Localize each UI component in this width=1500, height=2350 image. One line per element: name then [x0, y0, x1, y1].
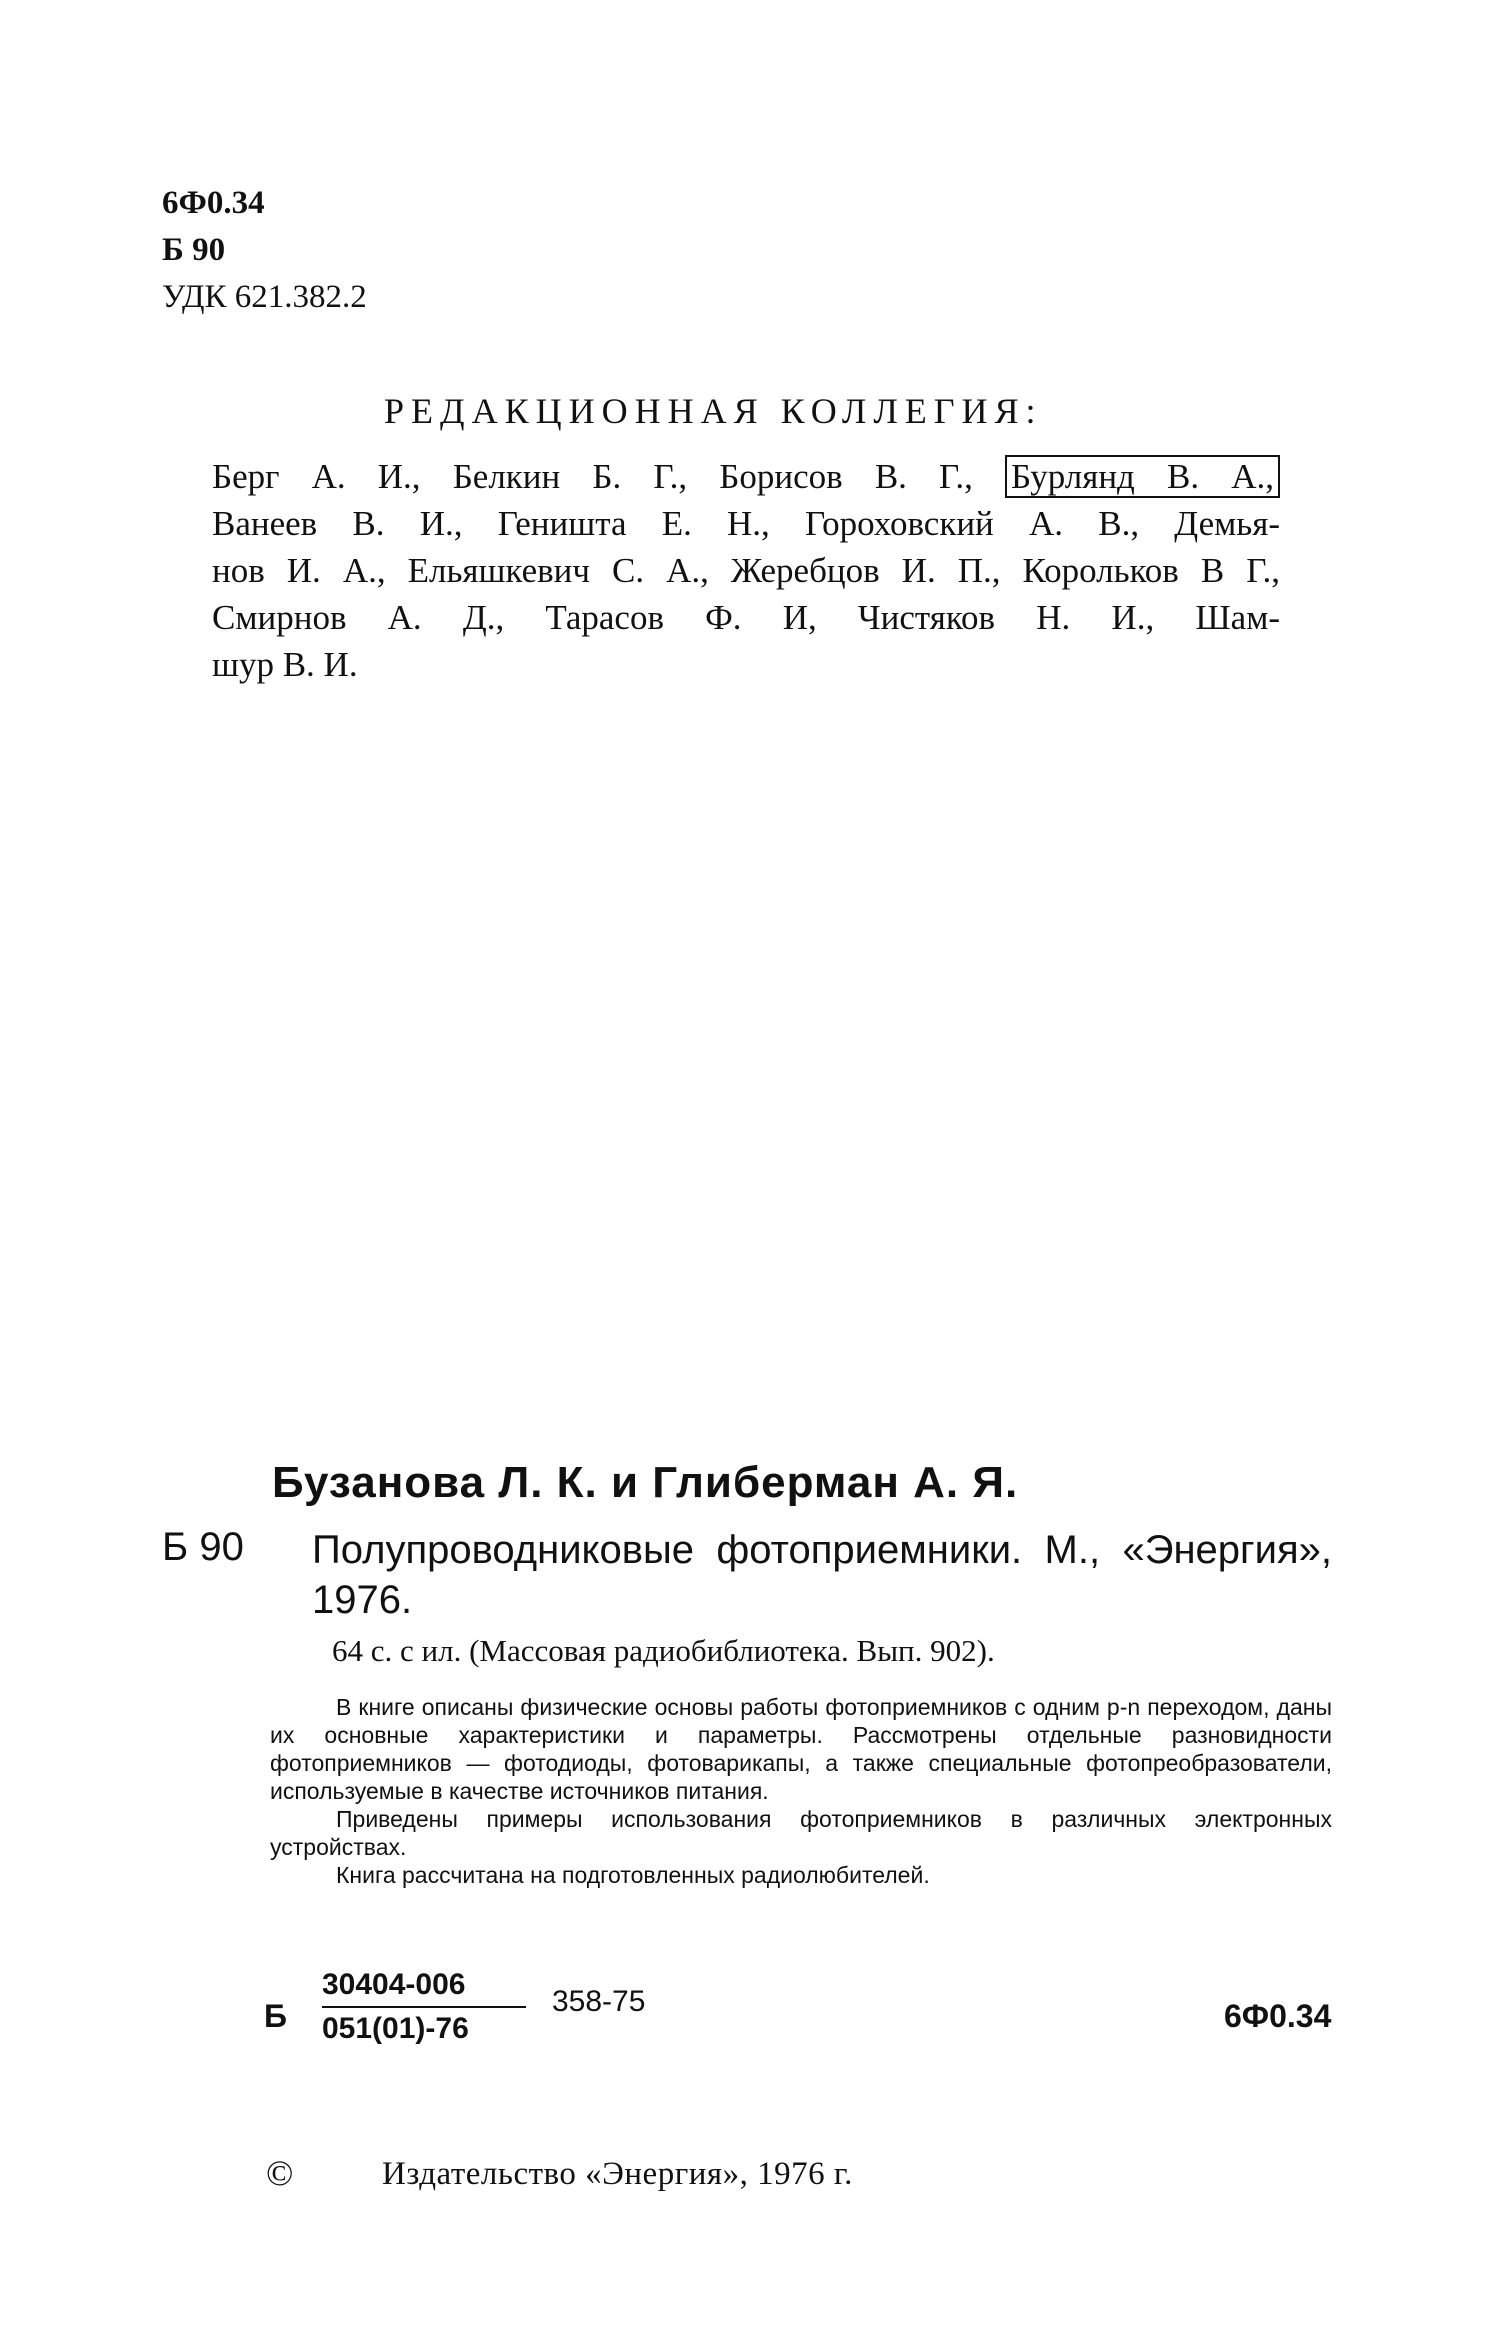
editorial-board-list: [212, 453, 1280, 688]
index-letter: Б: [264, 1998, 287, 2034]
board-line-3: нов И. А., Ельяшкевич С. А., Жеребцов И. П., Корольков В Г.,: [212, 551, 1280, 590]
abstract-paragraph-1: В книге описаны физические основы работы фотоприемников с одним p-n переходом, даны их основные характеристики и параметры. Рассмотрены отдельные разновидности фотоприемников — фотодиоды, фотоварикапы, а также специальные фотопреобразователи, используемые в качестве источников питания.: [270, 1694, 1332, 1804]
book-title: Полупроводниковые фотоприемники. М., «Энергия», 1976.: [312, 1528, 1332, 1622]
copyright-icon: ©: [266, 2153, 294, 2193]
book-authors: Бузанова Л. К. и Глиберман А. Я.: [272, 1458, 1019, 1507]
index-denominator: 051(01)-76: [322, 2012, 469, 2045]
catalog-code: Б 90: [162, 1525, 244, 1569]
classification-codes: [162, 180, 367, 321]
board-line-1: [212, 453, 1280, 500]
abstract-paragraph-3: Книга рассчитана на подготовленных радиолюбителей.: [336, 1862, 930, 1888]
board-line-2: Ванеев В. И., Геништа Е. Н., Гороховский А. В., Демья-: [212, 504, 1280, 543]
editorial-board-heading: РЕДАКЦИОННАЯ КОЛЛЕГИЯ:: [384, 391, 1043, 431]
board-boxed-name: Бурлянд В. А.,: [1005, 455, 1280, 498]
abstract-paragraph-2: Приведены примеры использования фотоприемников в различных электронных устройствах.: [270, 1806, 1332, 1860]
board-line-5: шур В. И.: [212, 645, 358, 684]
index-numerator: 30404-006: [322, 1968, 526, 2008]
udk-code: УДК 621.382.2: [162, 279, 367, 315]
author-mark: Б 90: [162, 232, 226, 268]
index-fraction: [322, 1968, 526, 2046]
copyright-text: Издательство «Энергия», 1976 г.: [382, 2156, 853, 2192]
index-price: 358-75: [552, 1985, 646, 2018]
bbk-code: 6Ф0.34: [162, 185, 265, 221]
board-line-1-text: Берг А. И., Белкин Б. Г., Борисов В. Г.,: [212, 457, 973, 496]
board-line-4: Смирнов А. Д., Тарасов Ф. И, Чистяков Н. И., Шам-: [212, 598, 1280, 637]
index-bbk: 6Ф0.34: [1224, 1998, 1332, 2034]
book-pages-series: 64 с. с ил. (Массовая радиобиблиотека. Вып. 902).: [332, 1633, 995, 1668]
book-abstract: [270, 1693, 1332, 1889]
